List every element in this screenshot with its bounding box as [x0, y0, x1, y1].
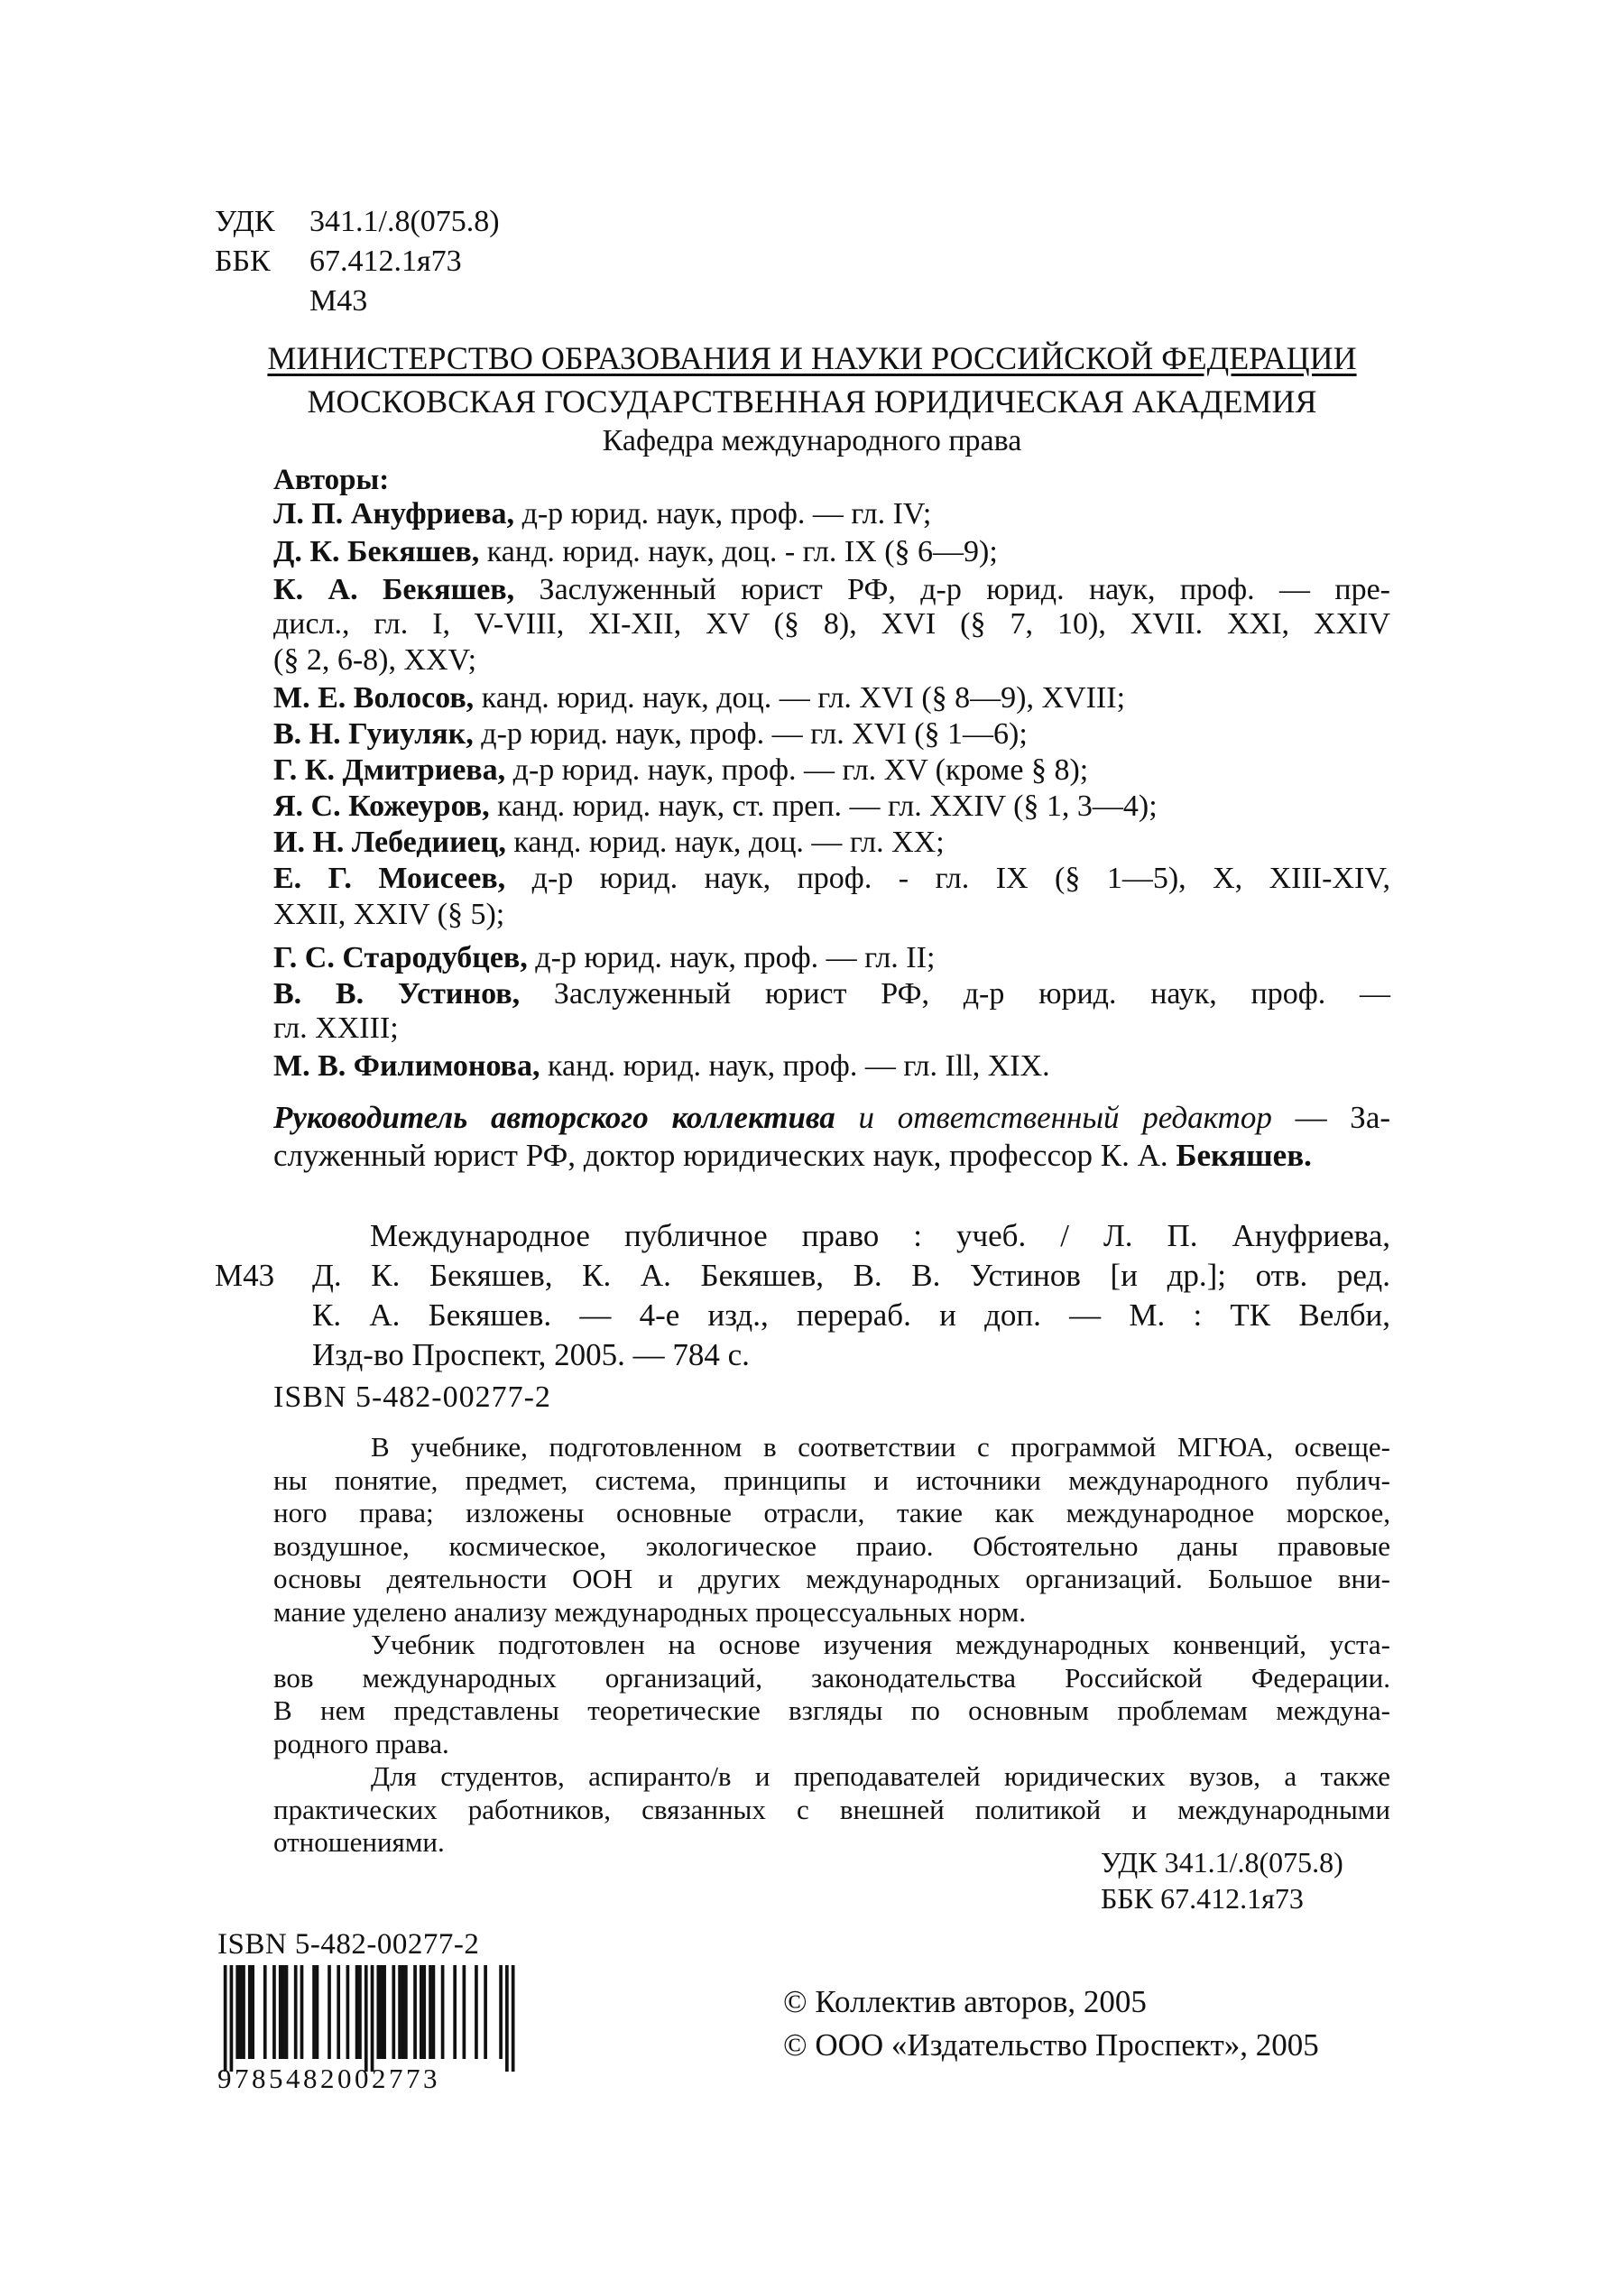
annotation-line: ного права; изложены основные отрасли, такие как международное морское,: [273, 1497, 1390, 1528]
author-entry: Е. Г. Моисеев, д-р юрид. наук, проф. - гл. IX (§ 1—5), X, XIII-XIV,: [273, 862, 1390, 895]
author-entry: И. Н. Лебедииец, канд. юрид. наук, доц. — гл. XX;: [273, 826, 945, 859]
barcode-bar: [294, 1965, 298, 2059]
barcode-bar: [355, 1965, 359, 2059]
barcode-bar: [463, 1965, 466, 2059]
annotation-line: мание уделено анализу международных процессуальных норм.: [273, 1595, 1026, 1628]
author-entry: Г. К. Дмитриева, д-р юрид. наук, проф. — гл. XV (кроме § 8);: [273, 753, 1089, 787]
annotation-line: В нем представлены теоретические взгляды по основным проблемам междуна-: [273, 1694, 1390, 1726]
department-heading: Кафедра международного права: [602, 424, 1022, 457]
copyright-line: © ООО «Издательство Проспект», 2005: [783, 2027, 1319, 2063]
bibliographic-record: [215, 1216, 1390, 1375]
author-entry: Д. К. Бекяшев, канд. юрид. наук, доц. - гл. IX (§ 6—9);: [273, 535, 998, 568]
barcode-bar: [413, 1965, 417, 2059]
author-entry: Я. С. Кожеуров, канд. юрид. наук, ст. преп. — гл. XXIV (§ 1, 3—4);: [273, 789, 1158, 823]
authors-label: Авторы:: [273, 464, 390, 496]
barcode-bar: [398, 1965, 401, 2059]
barcode-bar: [392, 1965, 395, 2059]
author-entry-continuation: (§ 2, 6-8), XXV;: [273, 643, 477, 677]
barcode-bar: [376, 1965, 380, 2059]
barcode-icon: [217, 1965, 521, 2072]
barcode-bar: [371, 1965, 374, 2072]
barcode-isbn: ISBN 5-482-00277-2: [217, 1928, 480, 1961]
barcode-bar: [429, 1965, 432, 2059]
author-entry: М. Е. Волосов, канд. юрид. наук, доц. — гл. XVI (§ 8—9), XVIII;: [273, 681, 1126, 715]
barcode-bar: [235, 1965, 239, 2059]
author-entry: Л. П. Ануфриева, д-р юрид. наук, проф. — гл. IV;: [273, 497, 932, 531]
annotation-line: практических работников, связанных с внешней политикой и международными: [273, 1793, 1390, 1825]
annotation-line: воздушное, космическое, экологическое праио. Обстоятельно даны правовые: [273, 1529, 1390, 1562]
author-entry: К. А. Бекяшев, Заслуженный юрист РФ, д-р юрид. наук, проф. — пре-: [273, 573, 1390, 606]
annotation-line: родного права.: [273, 1727, 449, 1759]
barcode-bar: [453, 1965, 457, 2059]
annotation-line: основы деятельности ООН и других международных организаций. Большое вни-: [273, 1563, 1390, 1594]
barcode-bar: [512, 1965, 515, 2072]
barcode-bar: [380, 1965, 383, 2059]
author-mark-code: М43: [309, 284, 368, 318]
annotation-line: В учебнике, подготовленном в соответствии с программой МГЮА, освеще-: [371, 1431, 1390, 1463]
bib-code: М43: [215, 1258, 275, 1293]
barcode-bar: [300, 1965, 304, 2059]
barcode-bar: [224, 1965, 227, 2072]
barcode-bar: [383, 1965, 386, 2059]
author-entry: Г. С. Стародубцев, д-р юрид. наук, проф. — гл. II;: [273, 941, 936, 974]
barcode-bar: [285, 1965, 289, 2059]
barcode-bar: [272, 1965, 276, 2059]
annotation-line: вов международных организаций, законодательства Российской Федерации.: [273, 1661, 1390, 1694]
udk-block-top: [215, 202, 500, 321]
barcode-bar: [432, 1965, 436, 2059]
copyright-block: [783, 1980, 1319, 2067]
barcode-bar: [422, 1965, 426, 2059]
barcode-bar: [346, 1965, 350, 2059]
author-entry: В. В. Устинов, Заслуженный юрист РФ, д-р юрид. наук, проф. —: [273, 977, 1391, 1011]
bbk-bottom-line: ББК 67.412.1я73: [1101, 1882, 1304, 1915]
barcode-bar: [484, 1965, 487, 2059]
academy-heading: МОСКОВСКАЯ ГОСУДАРСТВЕННАЯ ЮРИДИЧЕСКАЯ АКАДЕМИЯ: [307, 383, 1317, 420]
barcode-bar: [404, 1965, 408, 2059]
barcode-bar: [239, 1965, 243, 2059]
udk-value: 341.1/.8(075.8): [309, 205, 500, 238]
udk-block-bottom: [1101, 1844, 1343, 1916]
author-entry: В. Н. Гуиуляк, д-р юрид. наук, проф. — гл. XVI (§ 1—6);: [273, 717, 1028, 751]
author-entry: М. В. Филимонова, канд. юрид. наук, проф. — гл. Ill, XIX.: [273, 1049, 1050, 1083]
barcode-bar: [401, 1965, 405, 2059]
bbk-value: 67.412.1я73: [309, 245, 462, 278]
barcode-bar: [364, 1965, 368, 2072]
udk-bottom-line: УДК 341.1/.8(075.8): [1101, 1846, 1343, 1879]
author-entry-continuation: дисл., гл. I, V-VIII, XI-XII, XV (§ 8), XVI (§ 7, 10), XVII. XXI, XXIV: [273, 607, 1390, 641]
bib-line: К. А. Бекяшев. — 4-е изд., перераб. и доп. — М. : ТК Велби,: [312, 1297, 1390, 1333]
barcode-bar: [358, 1965, 362, 2059]
ministry-heading: МИНИСТЕРСТВО ОБРАЗОВАНИЯ И НАУКИ РОССИЙСКОЙ ФЕДЕРАЦИИ: [267, 340, 1357, 376]
barcode-bar: [279, 1965, 282, 2059]
author-entry-continuation: гл. XXIII;: [273, 1011, 399, 1045]
barcode-bar: [499, 1965, 503, 2059]
barcode-digits: 9785482002773: [217, 2063, 440, 2094]
barcode-bar: [312, 1965, 316, 2059]
barcode-bar: [328, 1965, 331, 2059]
barcode-bar: [441, 1965, 445, 2059]
copyright-line: © Коллектив авторов, 2005: [783, 1984, 1147, 2019]
annotation-line: ны понятие, предмет, система, принципы и источники международного публич-: [273, 1463, 1390, 1496]
author-entry-continuation: XXII, XXIV (§ 5);: [273, 898, 505, 931]
bib-line: Д. К. Бекяшев, К. А. Бекяшев, В. В. Устинов [и др.]; отв. ред.: [312, 1258, 1390, 1293]
annotation: [273, 1431, 1390, 1860]
barcode-bar: [337, 1965, 340, 2059]
annotation-line: отношениями.: [273, 1826, 445, 1858]
barcode-bar: [251, 1965, 254, 2059]
bib-line: Международное публичное право : учеб. / Л. П. Ануфриева,: [370, 1218, 1390, 1253]
barcode-bar: [316, 1965, 319, 2059]
lead-editor-paragraph: Руководитель авторского коллектива и ответственный редактор — За- служенный юрист РФ, доктор юридических наук, профессор К. А. Бекяшев.: [273, 1100, 1391, 1173]
barcode-bar: [420, 1965, 423, 2059]
barcode-bar: [505, 1965, 509, 2072]
bib-line: Изд-во Проспект, 2005. — 784 с.: [312, 1337, 750, 1372]
barcode-bar: [281, 1965, 285, 2059]
barcode-bar: [230, 1965, 234, 2072]
udk-label: УДК: [215, 205, 275, 238]
annotation-line: Учебник подготовлен на основе изучения международных конвенций, уста-: [371, 1629, 1390, 1660]
barcode-bar: [248, 1965, 252, 2059]
bbk-label: ББК: [215, 245, 271, 278]
barcode-bar: [475, 1965, 478, 2059]
barcode-bar: [263, 1965, 267, 2059]
isbn-number: ISBN 5-482-00277-2: [273, 1380, 551, 1414]
annotation-line: Для студентов, аспиранто/в и преподавателей юридических вузов, а также: [371, 1760, 1390, 1792]
barcode-bar: [242, 1965, 245, 2059]
